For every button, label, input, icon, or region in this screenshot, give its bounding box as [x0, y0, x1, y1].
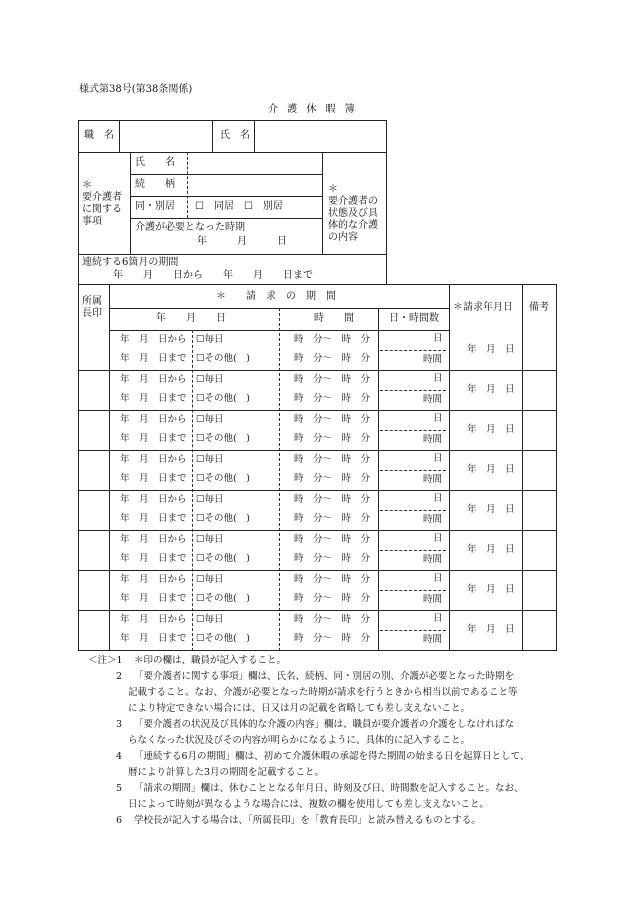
- col-request-date-header: ＊請求年月日: [453, 302, 513, 313]
- row-seal-cell[interactable]: [79, 371, 108, 409]
- state-label-3: 体的な介護: [328, 220, 378, 231]
- row-daily-checkbox[interactable]: ☐毎日: [196, 574, 224, 585]
- shozoku-label-1: 所属: [82, 296, 102, 307]
- row-to-date[interactable]: 年 月 日まで: [120, 633, 187, 644]
- row-request-date[interactable]: 年 月 日: [467, 384, 515, 395]
- row-other-checkbox[interactable]: ☐その他( ): [196, 513, 250, 524]
- row-remarks-cell[interactable]: [523, 611, 555, 649]
- row-time-to[interactable]: 時 分～ 時 分: [294, 553, 371, 564]
- row-seal-cell[interactable]: [79, 451, 108, 489]
- shokumei-field[interactable]: [120, 121, 211, 151]
- row-time-from[interactable]: 時 分～ 時 分: [294, 614, 371, 625]
- row-seal-cell[interactable]: [79, 611, 108, 649]
- col-date-header: 年 月 日: [156, 313, 226, 324]
- request-period-header: ＊ 請 求 の 期 間: [216, 291, 336, 302]
- row-seal-cell[interactable]: [79, 331, 108, 369]
- row-day-unit[interactable]: 日: [433, 493, 443, 504]
- row-to-date[interactable]: 年 月 日まで: [120, 473, 187, 484]
- row-to-date[interactable]: 年 月 日まで: [120, 353, 187, 364]
- row-from-date[interactable]: 年 月 日から: [120, 374, 187, 385]
- row-remarks-cell[interactable]: [523, 531, 555, 569]
- row-day-unit[interactable]: 日: [433, 373, 443, 384]
- row-seal-cell[interactable]: [79, 491, 108, 529]
- row-daily-checkbox[interactable]: ☐毎日: [196, 534, 224, 545]
- note-text: 「連続する6月の期間」欄は、初めて介護休暇の承認を得た期間の始まる日を起算日として、: [134, 751, 530, 762]
- row-seal-cell[interactable]: [79, 411, 108, 449]
- row-from-date[interactable]: 年 月 日から: [120, 574, 187, 585]
- care-period-label: 介護が必要となった時期: [135, 222, 245, 233]
- care-name-label: 氏 名: [135, 157, 175, 168]
- note-text: ＊印の欄は、職員が記入すること。: [134, 655, 287, 666]
- note-text: らなくなった状況及びその内容が明らかになるように、具体的に記入すること。: [128, 735, 471, 746]
- row-hour-unit[interactable]: 時間: [423, 634, 443, 645]
- row-remarks-cell[interactable]: [523, 331, 555, 369]
- row-time-from[interactable]: 時 分～ 時 分: [294, 414, 371, 425]
- note-number: 6: [116, 815, 123, 826]
- row-request-date[interactable]: 年 月 日: [467, 464, 515, 475]
- state-label-4: の内容: [328, 232, 358, 243]
- note-text: 「要介護者の状況及び具体的な介護の内容」欄は、職員が要介護者の介護をしなければな: [134, 719, 515, 730]
- state-label-2: 状態及び具: [328, 208, 378, 219]
- row-daily-checkbox[interactable]: ☐毎日: [196, 494, 224, 505]
- row-time-to[interactable]: 時 分～ 時 分: [294, 633, 371, 644]
- row-day-unit[interactable]: 日: [433, 333, 443, 344]
- care-relation-label: 続 柄: [135, 179, 175, 190]
- row-time-to[interactable]: 時 分～ 時 分: [294, 593, 371, 604]
- row-day-unit[interactable]: 日: [433, 413, 443, 424]
- row-from-date[interactable]: 年 月 日から: [120, 494, 187, 505]
- note-text: 「請求の期間」欄は、休むこととなる年月日、時刻及び日、時間数を記入すること。なお、: [134, 783, 524, 794]
- row-remarks-cell[interactable]: [523, 571, 555, 609]
- note-number: 2: [116, 671, 123, 682]
- row-daily-checkbox[interactable]: ☐毎日: [196, 374, 224, 385]
- row-other-checkbox[interactable]: ☐その他( ): [196, 553, 250, 564]
- row-seal-cell[interactable]: [79, 531, 108, 569]
- row-request-date[interactable]: 年 月 日: [467, 584, 515, 595]
- note-number: 3: [116, 719, 123, 730]
- care-living-label: 同・別居: [135, 201, 175, 212]
- col-time-header: 時 間: [314, 313, 354, 324]
- row-request-date[interactable]: 年 月 日: [467, 544, 515, 555]
- shozoku-label-2: 長印: [82, 308, 102, 319]
- care-label-1: 要介護者: [82, 192, 122, 203]
- col-remarks-header: 備考: [529, 302, 549, 313]
- row-time-from[interactable]: 時 分～ 時 分: [294, 534, 371, 545]
- row-hour-unit[interactable]: 時間: [423, 474, 443, 485]
- care-relation-field[interactable]: [189, 175, 321, 195]
- shimei-label: 氏 名: [220, 130, 250, 141]
- note-text: 「要介護者に関する事項」欄は、氏名、続柄、同・別居の別、介護が必要となった時期を: [134, 671, 515, 682]
- row-other-checkbox[interactable]: ☐その他( ): [196, 393, 250, 404]
- row-hour-unit[interactable]: 時間: [423, 594, 443, 605]
- row-hour-unit[interactable]: 時間: [423, 434, 443, 445]
- shokumei-label: 職 名: [84, 130, 114, 141]
- row-hour-unit[interactable]: 時間: [423, 394, 443, 405]
- care-period-fields[interactable]: 年 月 日: [197, 236, 287, 247]
- row-remarks-cell[interactable]: [523, 371, 555, 409]
- row-request-date[interactable]: 年 月 日: [467, 344, 515, 355]
- care-label-2: に関する: [82, 204, 122, 215]
- row-other-checkbox[interactable]: ☐その他( ): [196, 593, 250, 604]
- row-remarks-cell[interactable]: [523, 491, 555, 529]
- row-day-unit[interactable]: 日: [433, 573, 443, 584]
- note-number: 4: [116, 751, 123, 762]
- row-daily-checkbox[interactable]: ☐毎日: [196, 334, 224, 345]
- state-label-1: 要介護者の: [328, 196, 378, 207]
- row-to-date[interactable]: 年 月 日まで: [120, 433, 187, 444]
- row-time-to[interactable]: 時 分～ 時 分: [294, 393, 371, 404]
- form-title: 介 護 休 暇 簿: [268, 104, 358, 115]
- row-to-date[interactable]: 年 月 日まで: [120, 553, 187, 564]
- consecutive-range[interactable]: 年 月 日から 年 月 日まで: [113, 270, 313, 281]
- row-hour-unit[interactable]: 時間: [423, 514, 443, 525]
- state-mark: ＊: [328, 184, 338, 195]
- row-remarks-cell[interactable]: [523, 451, 555, 489]
- row-time-to[interactable]: 時 分～ 時 分: [294, 473, 371, 484]
- row-time-from[interactable]: 時 分～ 時 分: [294, 574, 371, 585]
- note-number: 5: [116, 783, 123, 794]
- row-seal-cell[interactable]: [79, 571, 108, 609]
- row-from-date[interactable]: 年 月 日から: [120, 454, 187, 465]
- row-time-from[interactable]: 時 分～ 時 分: [294, 334, 371, 345]
- row-time-from[interactable]: 時 分～ 時 分: [294, 374, 371, 385]
- row-request-date[interactable]: 年 月 日: [467, 424, 515, 435]
- row-to-date[interactable]: 年 月 日まで: [120, 593, 187, 604]
- row-time-to[interactable]: 時 分～ 時 分: [294, 433, 371, 444]
- row-hour-unit[interactable]: 時間: [423, 354, 443, 365]
- row-hour-unit[interactable]: 時間: [423, 554, 443, 565]
- row-daily-checkbox[interactable]: ☐毎日: [196, 614, 224, 625]
- care-mark: ＊: [82, 180, 92, 191]
- consecutive-label: 連続する6箇月の期間: [82, 257, 179, 268]
- note-text: 暦により計算した3月の期間を記載すること。: [128, 767, 325, 778]
- row-daily-checkbox[interactable]: ☐毎日: [196, 414, 224, 425]
- row-time-to[interactable]: 時 分～ 時 分: [294, 353, 371, 364]
- note-text: 記載すること。なお、介護が必要となった時期が請求を行うときから相当以前であること等: [128, 687, 518, 698]
- row-time-to[interactable]: 時 分～ 時 分: [294, 513, 371, 524]
- row-remarks-cell[interactable]: [523, 411, 555, 449]
- care-living-options[interactable]: ☐ 同居 ☐ 別居: [195, 201, 283, 212]
- row-from-date[interactable]: 年 月 日から: [120, 334, 187, 345]
- col-count-header: 日・時間数: [389, 313, 439, 324]
- care-name-field[interactable]: [189, 153, 321, 173]
- row-from-date[interactable]: 年 月 日から: [120, 534, 187, 545]
- row-to-date[interactable]: 年 月 日まで: [120, 513, 187, 524]
- note-text: により特定できない場合には、日又は月の記載を省略しても差し支えないこと。: [128, 703, 471, 714]
- row-from-date[interactable]: 年 月 日から: [120, 414, 187, 425]
- row-other-checkbox[interactable]: ☐その他( ): [196, 433, 250, 444]
- row-to-date[interactable]: 年 月 日まで: [120, 393, 187, 404]
- row-from-date[interactable]: 年 月 日から: [120, 614, 187, 625]
- row-time-from[interactable]: 時 分～ 時 分: [294, 454, 371, 465]
- row-request-date[interactable]: 年 月 日: [467, 504, 515, 515]
- care-label-3: 事項: [82, 216, 102, 227]
- note-prefix: ＜注＞1: [88, 655, 123, 666]
- row-other-checkbox[interactable]: ☐その他( ): [196, 633, 250, 644]
- form-number: 様式第38号(第38条関係): [79, 84, 193, 95]
- shimei-field[interactable]: [255, 121, 385, 151]
- row-time-from[interactable]: 時 分～ 時 分: [294, 494, 371, 505]
- row-other-checkbox[interactable]: ☐その他( ): [196, 353, 250, 364]
- row-day-unit[interactable]: 日: [433, 613, 443, 624]
- row-request-date[interactable]: 年 月 日: [467, 624, 515, 635]
- note-text: 日によって時刻が異なるような場合には、複数の欄を使用しても差し支えないこと。: [128, 799, 490, 810]
- row-day-unit[interactable]: 日: [433, 533, 443, 544]
- row-daily-checkbox[interactable]: ☐毎日: [196, 454, 224, 465]
- note-text: 学校長が記入する場合は、「所属長印」を「教育長印」と読み替えるものとする。: [134, 815, 481, 826]
- row-day-unit[interactable]: 日: [433, 453, 443, 464]
- row-other-checkbox[interactable]: ☐その他( ): [196, 473, 250, 484]
